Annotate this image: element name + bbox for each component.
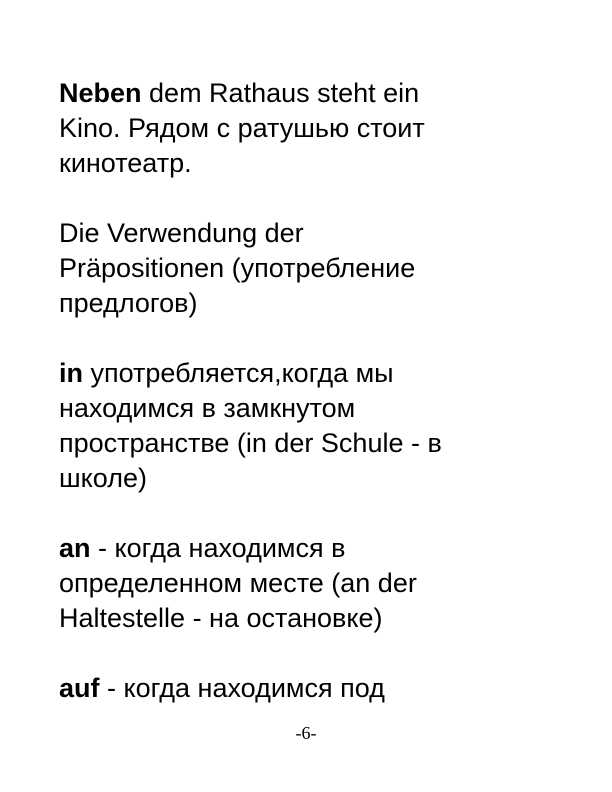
text-line <box>59 671 579 706</box>
text-line: пространстве (in der Schule - в <box>59 428 442 458</box>
text-line: Kino. Рядом с ратушью стоит <box>59 113 425 143</box>
text-line: кинотеатр. <box>59 148 192 178</box>
page-number: -6- <box>295 723 317 743</box>
paragraph-an-usage <box>59 531 579 636</box>
keyword-in: in <box>59 358 83 388</box>
paragraph-neben-example <box>59 76 579 181</box>
text-line: школе) <box>59 463 147 493</box>
keyword-an: an <box>59 533 91 563</box>
page-content <box>59 76 579 706</box>
line-text: употребляется,когда мы <box>83 358 394 388</box>
text-line: находимся в замкнутом <box>59 393 356 423</box>
line-text: dem Rathaus steht ein <box>141 78 420 108</box>
text-line <box>59 356 579 391</box>
text-line: Präpositionen (употребление <box>59 253 416 283</box>
keyword-neben: Neben <box>59 78 142 108</box>
keyword-auf: auf <box>59 673 100 703</box>
text-line: определенном месте (an der <box>59 568 417 598</box>
paragraph-in-usage <box>59 356 579 496</box>
line-text: - когда находимся в <box>90 533 346 563</box>
text-line: Haltestelle - на остановке) <box>59 603 383 633</box>
text-line: предлогов) <box>59 288 198 318</box>
paragraph-auf-usage <box>59 671 579 706</box>
text-line <box>59 76 579 111</box>
text-line: Die Verwendung der <box>59 218 304 248</box>
line-text: - когда находимся под <box>99 673 385 703</box>
paragraph-prepositions-heading <box>59 216 579 321</box>
text-line <box>59 531 579 566</box>
